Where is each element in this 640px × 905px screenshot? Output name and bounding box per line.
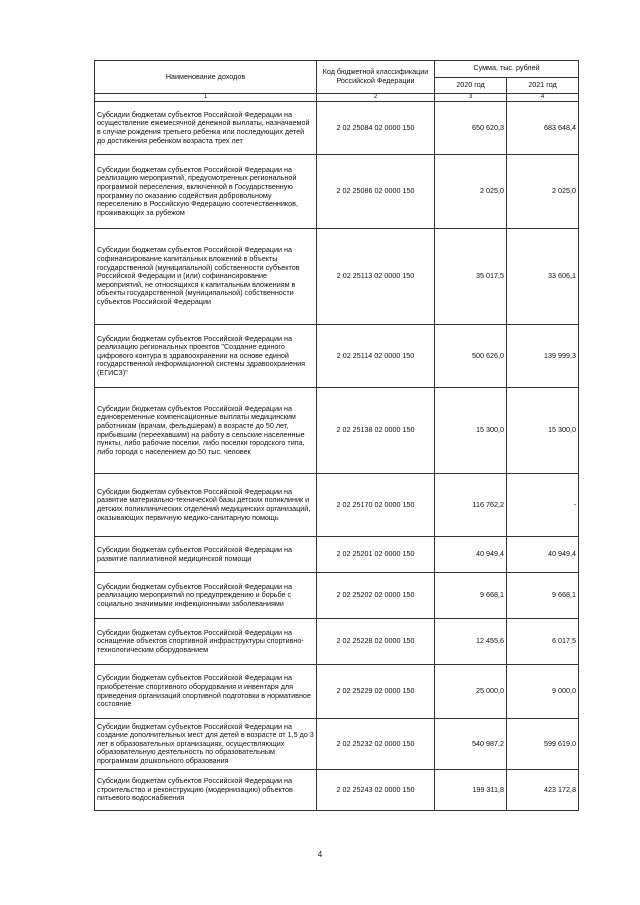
budget-code-cell: 2 02 25113 02 0000 150 (317, 229, 435, 325)
amount-2020-cell: 540 987,2 (435, 719, 507, 770)
table-row (95, 388, 579, 474)
table-row (95, 770, 579, 811)
income-name-cell: Субсидии бюджетам субъектов Российской Федерации на реализацию мероприятий, предусмотренных региональной программой переселения, включенной в Государственную программу по оказанию содействия добровольному переселению в Российскую Федерацию соотечественников, проживающих за рубежом (95, 155, 317, 229)
income-name-cell: Субсидии бюджетам субъектов Российской Федерации на реализацию региональных проектов "Создание единого цифрового контура в здравоохранении на основе единой государственной информационной системы здравоохранения (ЕГИСЗ)" (95, 325, 317, 388)
header-code: Код бюджетной классификации Российской Федерации (317, 61, 435, 94)
amount-2020-cell: 12 455,6 (435, 619, 507, 665)
amount-2021-cell: 423 172,8 (507, 770, 579, 811)
table-row (95, 325, 579, 388)
budget-code-cell: 2 02 25084 02 0000 150 (317, 102, 435, 155)
amount-2021-cell: 9 668,1 (507, 573, 579, 619)
amount-2020-cell: 650 620,3 (435, 102, 507, 155)
income-name-cell: Субсидии бюджетам субъектов Российской Федерации на создание дополнительных мест для детей в возрасте от 1,5 до 3 лет в образовательных организациях, осуществляющих образовательную деятельность по образовательным программам дошкольного образования (95, 719, 317, 770)
income-name-cell: Субсидии бюджетам субъектов Российской Федерации на осуществление ежемесячной денежной выплаты, назначаемой в случае рождения третьего ребенка или последующих детей до достижения ребенком возраста трех лет (95, 102, 317, 155)
table-row (95, 573, 579, 619)
income-name-cell: Субсидии бюджетам субъектов Российской Федерации на строительство и реконструкцию (модернизацию) объектов питьевого водоснабжения (95, 770, 317, 811)
table-row (95, 665, 579, 719)
income-name-cell: Субсидии бюджетам субъектов Российской Федерации на оснащение объектов спортивной инфраструктуры спортивно-технологическим оборудованием (95, 619, 317, 665)
income-name-cell: Субсидии бюджетам субъектов Российской Федерации на развитие материально-технической базы детских поликлиник и детских поликлинических отделений медицинских организаций, оказывающих первичную медико-санитарную помощь (95, 474, 317, 537)
table-row (95, 474, 579, 537)
amount-2021-cell: 599 619,0 (507, 719, 579, 770)
column-number-row (95, 94, 579, 102)
column-number: 1 (95, 94, 317, 102)
amount-2021-cell: 15 300,0 (507, 388, 579, 474)
table-row (95, 102, 579, 155)
column-number: 2 (317, 94, 435, 102)
amount-2020-cell: 199 311,8 (435, 770, 507, 811)
amount-2020-cell: 116 762,2 (435, 474, 507, 537)
column-number: 3 (435, 94, 507, 102)
header-2020: 2020 год (435, 77, 507, 94)
amount-2021-cell: 6 017,5 (507, 619, 579, 665)
table-row (95, 537, 579, 573)
amount-2021-cell: 139 999,3 (507, 325, 579, 388)
amount-2020-cell: 35 017,5 (435, 229, 507, 325)
amount-2021-cell: 683 648,4 (507, 102, 579, 155)
amount-2020-cell: 9 668,1 (435, 573, 507, 619)
amount-2020-cell: 2 025,0 (435, 155, 507, 229)
budget-code-cell: 2 02 25228 02 0000 150 (317, 619, 435, 665)
budget-code-cell: 2 02 25202 02 0000 150 (317, 573, 435, 619)
amount-2020-cell: 25 000,0 (435, 665, 507, 719)
income-name-cell: Субсидии бюджетам субъектов Российской Федерации на приобретение спортивного оборудования и инвентаря для приведения организаций спортивной подготовки в нормативное состояние (95, 665, 317, 719)
amount-2021-cell: 2 025,0 (507, 155, 579, 229)
budget-code-cell: 2 02 25114 02 0000 150 (317, 325, 435, 388)
table-row (95, 619, 579, 665)
income-name-cell: Субсидии бюджетам субъектов Российской Федерации на софинансирование капитальных вложений в объекты государственной (муниципальной) собственности субъектов Российской Федерации и (или) софинансирование мероприятий, не относящихся к капитальным вложениям в объекты государственной (муниципальной) собственности субъектов Российской Федерации (95, 229, 317, 325)
header-sum: Сумма, тыс. рублей (435, 61, 579, 78)
column-number: 4 (507, 94, 579, 102)
amount-2020-cell: 15 300,0 (435, 388, 507, 474)
budget-code-cell: 2 02 25229 02 0000 150 (317, 665, 435, 719)
income-name-cell: Субсидии бюджетам субъектов Российской Федерации на развитие паллиативной медицинской помощи (95, 537, 317, 573)
amount-2021-cell: - (507, 474, 579, 537)
header-name: Наименование доходов (95, 61, 317, 94)
amount-2020-cell: 500 626,0 (435, 325, 507, 388)
budget-code-cell: 2 02 25243 02 0000 150 (317, 770, 435, 811)
table-row (95, 155, 579, 229)
budget-code-cell: 2 02 25086 02 0000 150 (317, 155, 435, 229)
income-name-cell: Субсидии бюджетам субъектов Российской Федерации на реализацию мероприятий по предупреждению и борьбе с социально значимыми инфекционными заболеваниями (95, 573, 317, 619)
amount-2020-cell: 40 949,4 (435, 537, 507, 573)
amount-2021-cell: 9 000,0 (507, 665, 579, 719)
table-row (95, 719, 579, 770)
amount-2021-cell: 40 949,4 (507, 537, 579, 573)
budget-code-cell: 2 02 25138 02 0000 150 (317, 388, 435, 474)
header-row (95, 61, 579, 78)
amount-2021-cell: 33 606,1 (507, 229, 579, 325)
budget-code-cell: 2 02 25232 02 0000 150 (317, 719, 435, 770)
table-row (95, 229, 579, 325)
revenue-table (94, 60, 579, 811)
budget-code-cell: 2 02 25201 02 0000 150 (317, 537, 435, 573)
header-2021: 2021 год (507, 77, 579, 94)
page-number: 4 (317, 850, 323, 859)
income-name-cell: Субсидии бюджетам субъектов Российской Федерации на единовременные компенсационные выплаты медицинским работникам (врачам, фельдшерам) в возрасте до 50 лет, прибывшим (переехавшим) на работу в сельские населенные пункты, либо рабочие поселки, либо поселки городского типа, либо города с населением до 50 тыс. человек (95, 388, 317, 474)
budget-code-cell: 2 02 25170 02 0000 150 (317, 474, 435, 537)
